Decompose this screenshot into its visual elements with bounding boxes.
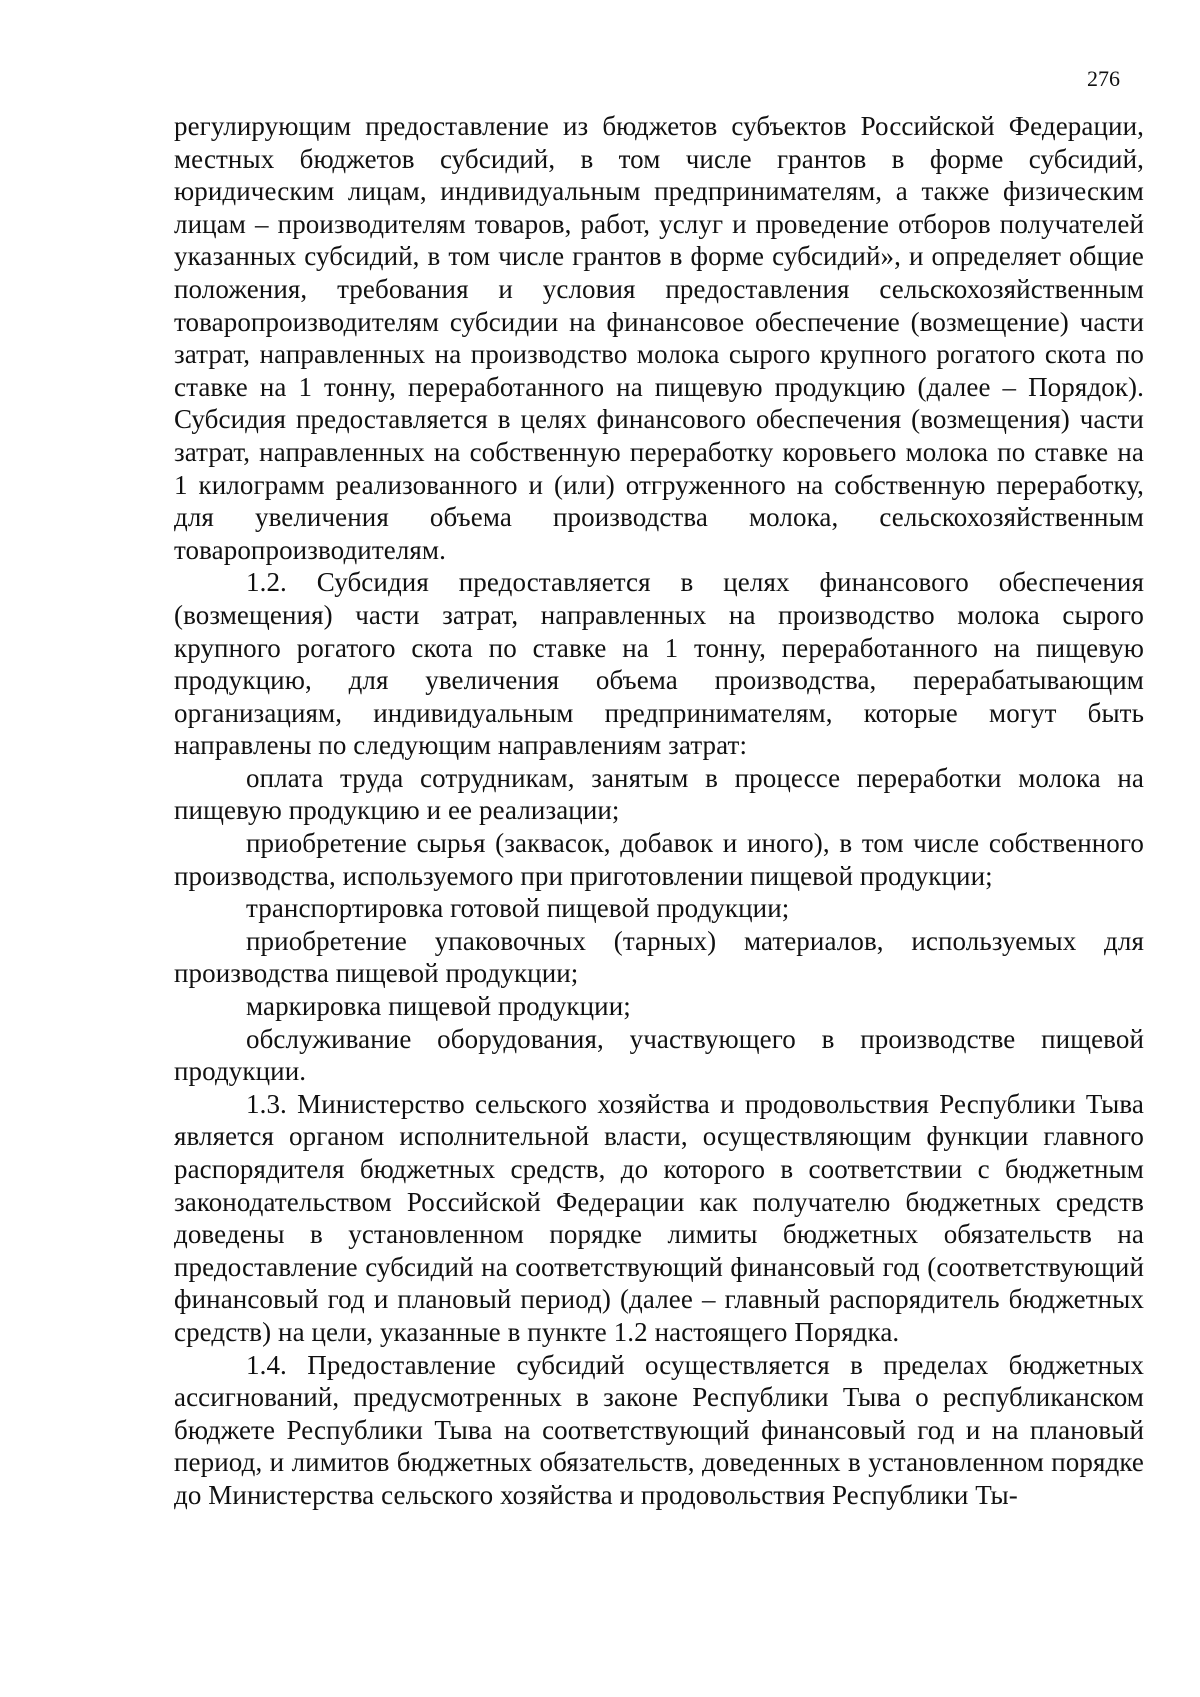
- list-item-labor-cost: оплата труда сотрудникам, занятым в процессе переработки молока на пищевую продукцию и ее реализации;: [174, 762, 1144, 826]
- list-item-packaging: приобретение упаковочных (тарных) материалов, используемых для производства пищевой продукции;: [174, 925, 1144, 989]
- list-item-transport: транспортировка готовой пищевой продукции;: [246, 893, 790, 924]
- list-item-labeling: маркировка пищевой продукции;: [246, 991, 631, 1022]
- paragraph-1-3: 1.3. Министерство сельского хозяйства и продовольствия Республики Тыва является органом исполнительной власти, осуществляющим функции главного распорядителя бюджетных средств, до которого в соответствии с бюджетным законодательством Российской Федерации как получателю бюджетных средств доведены в установленном порядке лимиты бюджетных обязательств на предоставление субсидий на соответствующий финансовый год (соответствующий финансовый год и плановый период) (далее – главный распорядитель бюджетных средств) на цели, указанные в пункте 1.2 настоящего Порядка.: [174, 1088, 1144, 1347]
- paragraph-1-2: 1.2. Субсидия предоставляется в целях финансового обеспечения (возмещения) части затрат, направленных на производство молока сырого крупного рогатого скота по ставке на 1 тонну, переработанного на пищевую продукцию, для увеличения объема производства, перерабатывающим организациям, индивидуальным предпринимателям, которые могут быть направлены по следующим направлениям затрат:: [174, 567, 1144, 761]
- page-number: 276: [1087, 66, 1120, 91]
- list-item-equipment-service: обслуживание оборудования, участвующего в производстве пищевой продукции.: [174, 1023, 1144, 1087]
- document-body: [174, 110, 1144, 1512]
- paragraph-intro: регулирующим предоставление из бюджетов субъектов Российской Федерации, местных бюджетов субсидий, в том числе грантов в форме субсидий, юридическим лицам, индивидуальным предпринимателям, а также физическим лицам – производителям товаров, работ, услуг и проведение отборов получателей указанных субсидий, в том числе грантов в форме субсидий», и определяет общие положения, требования и условия предоставления сельскохозяйственным товаропроизводителям субсидии на финансовое обеспечение (возмещение) части затрат, направленных на производство молока сырого крупного рогатого скота по ставке на 1 тонну, переработанного на пищевую продукцию (далее – Порядок). Субсидия предоставляется в целях финансового обеспечения (возмещения) части затрат, направленных на собственную переработку коровьего молока по ставке на 1 килограмм реализованного и (или) отгруженного на собственную переработку, для увеличения объема производства молока, сельскохозяйственным товаропроизводителям.: [174, 111, 1144, 565]
- list-item-raw-materials: приобретение сырья (заквасок, добавок и иного), в том числе собственного производства, используемого при приготовлении пищевой продукции;: [174, 828, 1144, 891]
- paragraph-1-4: 1.4. Предоставление субсидий осуществляется в пределах бюджетных ассигнований, предусмотренных в законе Республики Тыва о республиканском бюджете Республики Тыва на соответствующий финансовый год и на плановый период, и лимитов бюджетных обязательств, доведенных в установленном порядке до Министерства сельского хозяйства и продовольствия Республики Ты-: [174, 1349, 1144, 1510]
